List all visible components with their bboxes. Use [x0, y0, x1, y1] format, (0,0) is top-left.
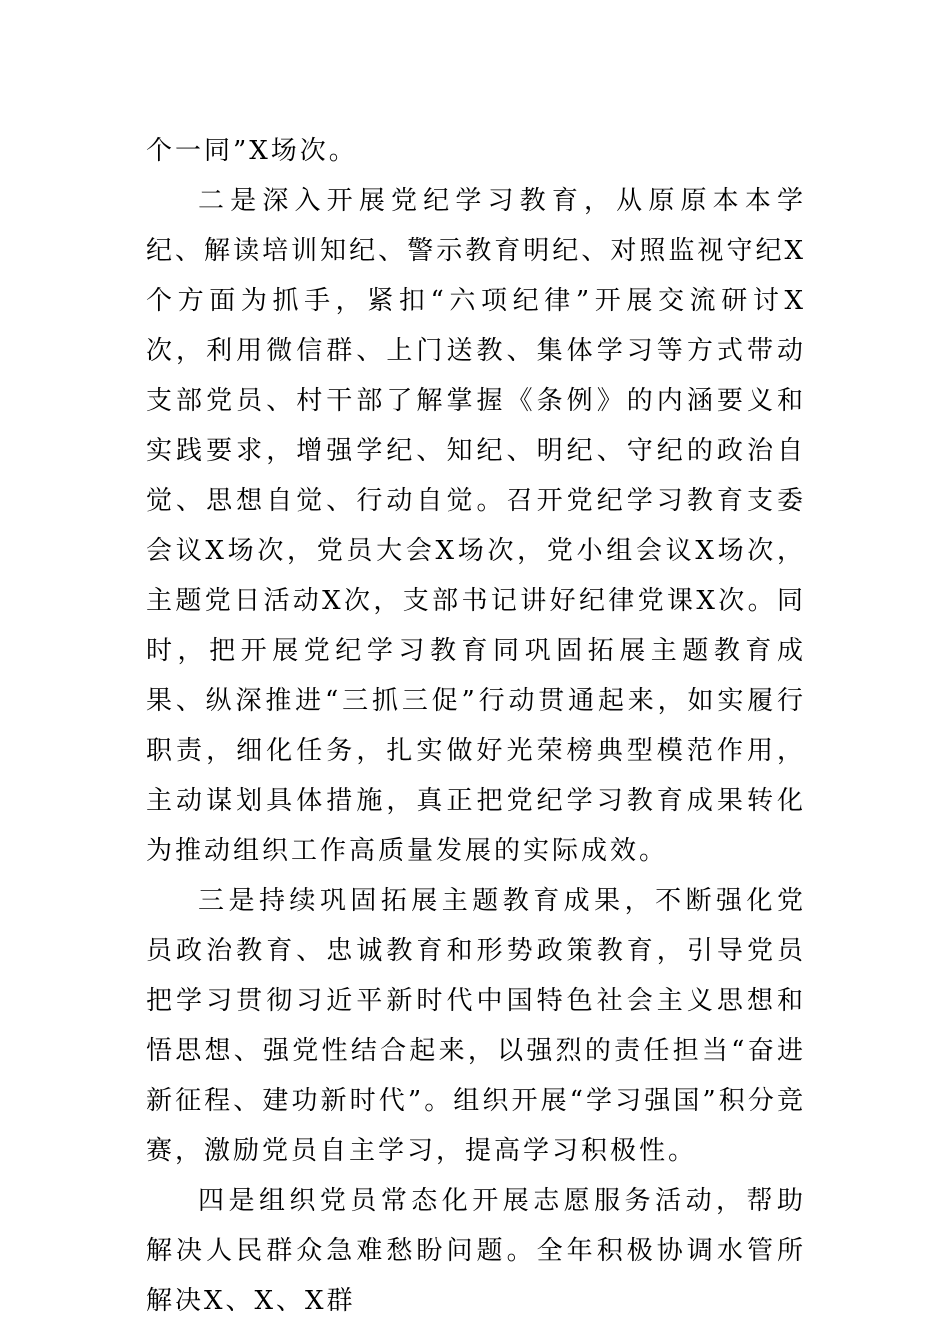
paragraph-party-discipline-education: 二是深入开展党纪学习教育，从原原本本学纪、解读培训知纪、警示教育明纪、对照监视守纪X个方面为抓手，紧扣“六项纪律”开展交流研讨X次，利用微信群、上门送教、集体学习等方式带动支部党员、村干部了解掌握《条例》的内涵要义和实践要求，增强学纪、知纪、明纪、守纪的政治自觉、思想自觉、行动自觉。召开党纪学习教育支委会议X场次，党员大会X场次，党小组会议X场次，主题党日活动X次，支部书记讲好纪律党课X次。同时，把开展党纪学习教育同巩固拓展主题教育成果、纵深推进“三抓三促”行动贯通起来，如实履行职责，细化任务，扎实做好光荣榜典型模范作用，主动谋划具体措施，真正把党纪学习教育成果转化为推动组织工作高质量发展的实际成效。: [146, 186, 806, 866]
paragraph-volunteer-service: 四是组织党员常态化开展志愿服务活动，帮助解决人民群众急难愁盼问题。全年积极协调水管所解决X、X、X群: [146, 1186, 806, 1316]
paragraph-continuation: 个一同”X场次。: [146, 136, 358, 166]
paragraph-theme-education-results: 三是持续巩固拓展主题教育成果，不断强化党员政治教育、忠诚教育和形势政策教育，引导党员把学习贯彻习近平新时代中国特色社会主义思想和悟思想、强党性结合起来，以强烈的责任担当“奋进新征程、建功新时代”。组织开展“学习强国”积分竞赛，激励党员自主学习，提高学习积极性。: [146, 886, 806, 1166]
document-body: [146, 126, 806, 1326]
